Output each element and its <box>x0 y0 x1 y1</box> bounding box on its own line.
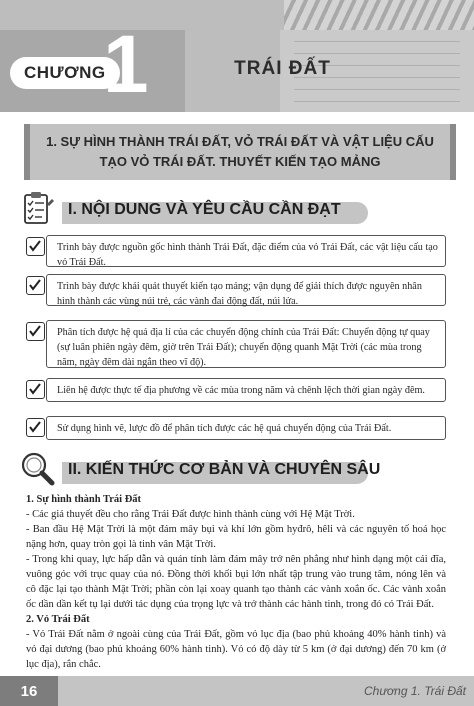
chapter-number: 1 <box>103 19 149 110</box>
chapter-label: CHƯƠNG <box>10 57 120 89</box>
paragraph: - Vỏ Trái Đất nằm ở ngoài cùng của Trái Đất, gồm vỏ lục địa (bao phủ khoảng 40% hành tinh) và vỏ đại dương (bao phủ khoảng 60% hành tinh). Vỏ có độ dày từ 5 km (ở đại dương) đến 70 km (ở lục địa), rắn chắc. <box>26 629 446 670</box>
section-2-title: II. KIẾN THỨC CƠ BẢN VÀ CHUYÊN SÂU <box>68 461 381 478</box>
section-2-content <box>26 492 446 672</box>
check-icon <box>26 276 45 295</box>
checklist-icon <box>18 190 56 228</box>
requirement-item <box>26 235 446 267</box>
check-icon <box>26 380 45 399</box>
paragraph: - Các giả thuyết đều cho rằng Trái Đất được hình thành cùng với Hệ Mặt Trời. <box>26 509 355 520</box>
requirement-item <box>26 274 446 306</box>
paragraph: - Trong khi quay, lực hấp dẫn và quán tính làm đám mây trở nên phẳng như hình dạng một cái đĩa, vuông góc với trục quay của nó. Đồng thời khối bụi lớn nhất tập trung vào trung tâm, nóng lên và cô đặc lại tạo thành Mặt Trời; phần còn lại xoay quanh tạo thành các vành xoắn ốc. Các vành xoắn ốc dần dần kết tụ lại dưới tác dụng của trọng lực và trở thành các hành tinh, trong đó có Trái Đất. <box>26 554 446 610</box>
section-1-heading <box>18 190 458 228</box>
page-number: 16 <box>0 676 58 706</box>
chapter-title: TRÁI ĐẤT <box>234 58 331 79</box>
check-icon <box>26 418 45 437</box>
requirement-text: Trình bày được khái quát thuyết kiến tạo mảng; vận dụng để giải thích được nguyên nhân hình thành các vùng núi trẻ, các vành đai động đất, núi lửa. <box>46 274 446 306</box>
requirement-item <box>26 416 446 440</box>
section-1-title: I. NỘI DUNG VÀ YÊU CẦU CẦN ĐẠT <box>68 201 341 218</box>
magnifier-icon <box>18 450 56 488</box>
requirement-item <box>26 378 446 402</box>
header-stripes <box>284 0 474 30</box>
subsection-title: 2. Vỏ Trái Đất <box>26 614 90 625</box>
requirement-item <box>26 320 446 368</box>
chapter-header <box>0 0 474 112</box>
page-footer <box>0 676 474 706</box>
paragraph: - Ban đầu Hệ Mặt Trời là một đám mây bụi và khí lớn gồm hyđrô, hêli và các nguyên tố hoá học nặng hơn, quay tròn gọi là tinh vân Mặt Trời. <box>26 524 446 550</box>
requirement-text: Phân tích được hệ quả địa lí của các chuyển động chính của Trái Đất: Chuyển động tự quay (sự luân phiên ngày đêm, giờ trên Trái Đất); chuyển động quanh Mặt Trời (các mùa trong năm, ngày đêm dài ngắn theo vĩ độ). <box>46 320 446 368</box>
check-icon <box>26 322 45 341</box>
check-icon <box>26 237 45 256</box>
requirement-text: Liên hệ được thực tế địa phương về các mùa trong năm và chênh lệch thời gian ngày đêm. <box>46 378 446 402</box>
subsection-title: 1. Sự hình thành Trái Đất <box>26 494 142 505</box>
footer-chapter-ref: Chương 1. Trái Đất <box>363 684 466 698</box>
requirement-text: Sử dụng hình vẽ, lược đồ để phân tích được các hệ quả chuyển động của Trái Đất. <box>46 416 446 440</box>
requirement-text: Trình bày được nguồn gốc hình thành Trái Đất, đặc điểm của vỏ Trái Đất, các vật liệu cấu tạo vỏ Trái Đất. <box>46 235 446 267</box>
lesson-title: 1. SỰ HÌNH THÀNH TRÁI ĐẤT, VỎ TRÁI ĐẤT VÀ VẬT LIỆU CẤU TẠO VỎ TRÁI ĐẤT. THUYẾT KIẾN TẠO MẢNG <box>24 124 456 180</box>
section-2-heading <box>18 450 458 488</box>
